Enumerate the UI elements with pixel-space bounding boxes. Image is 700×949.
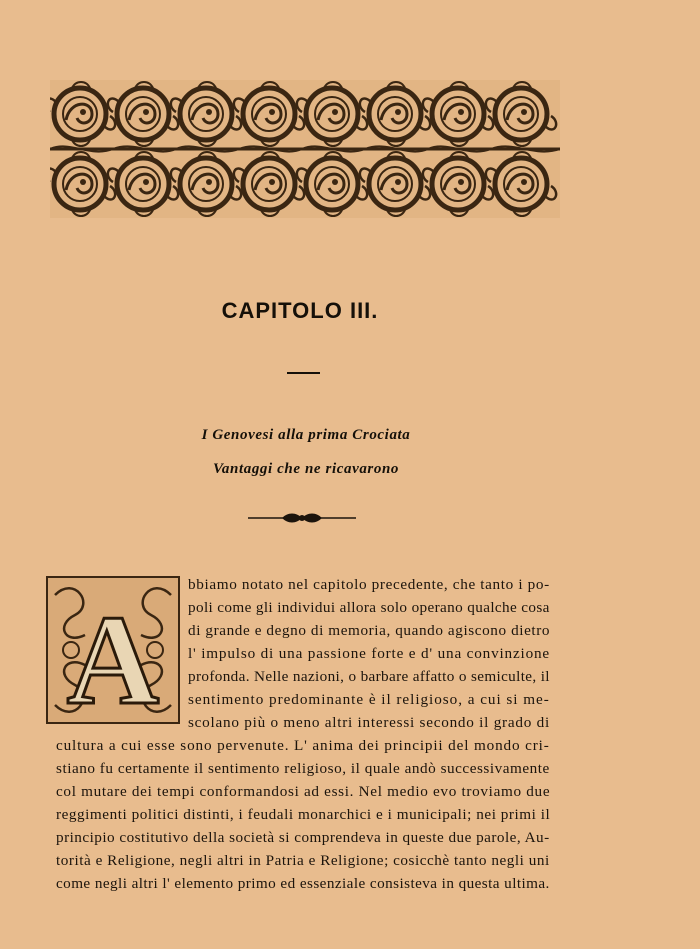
body-line: profonda. Nelle nazioni, o barbare affatto o semiculte, il	[188, 668, 550, 685]
body-line: sentimento predominante è il religioso, a cui si me-	[188, 691, 550, 708]
title-divider	[287, 372, 320, 374]
chapter-title: CAPITOLO III.	[221, 298, 379, 323]
body-line: principio costitutivo della società si comprendeva in queste due parole, Au-	[56, 829, 550, 846]
ornate-initial-a-icon	[45, 575, 181, 725]
body-line: stiano fu certamente il sentimento religioso, il quale andò successivamente	[56, 760, 550, 777]
body-line: reggimenti politici distinti, i feudali monarchici e i municipali; nei primi il	[56, 806, 551, 823]
body-line: poli come gli individui allora solo operano qualche cosa	[188, 599, 550, 616]
flourish-divider-icon	[248, 510, 356, 526]
body-line: cultura a cui esse sono pervenute. L' anima dei principii del mondo cri-	[56, 737, 550, 754]
body-line: col mutare dei tempi conformandosi ad essi. Nel medio evo troviamo due	[56, 783, 551, 800]
body-line: l' impulso di una passione forte e d' una convinzione	[188, 645, 550, 662]
body-line: di grande e degno di memoria, quando agiscono dietro	[188, 622, 551, 639]
body-line: torità e Religione, negli altri in Patria e Religione; cosicchè tanto negli uni	[56, 852, 550, 869]
body-line: scolano più o meno altri interessi secondo il grado di	[188, 714, 550, 731]
chapter-subtitle-1: I Genovesi alla prima Crociata	[201, 427, 411, 443]
chapter-subtitle-2: Vantaggi che ne ricavarono	[212, 461, 400, 477]
body-line: bbiamo notato nel capitolo precedente, che tanto i po-	[188, 576, 550, 593]
floral-scroll-frieze-icon	[50, 80, 560, 218]
dropcap-letter: A	[66, 589, 160, 725]
body-line: come negli altri l' elemento primo ed essenziale consisteva in questa ultima.	[56, 875, 550, 892]
